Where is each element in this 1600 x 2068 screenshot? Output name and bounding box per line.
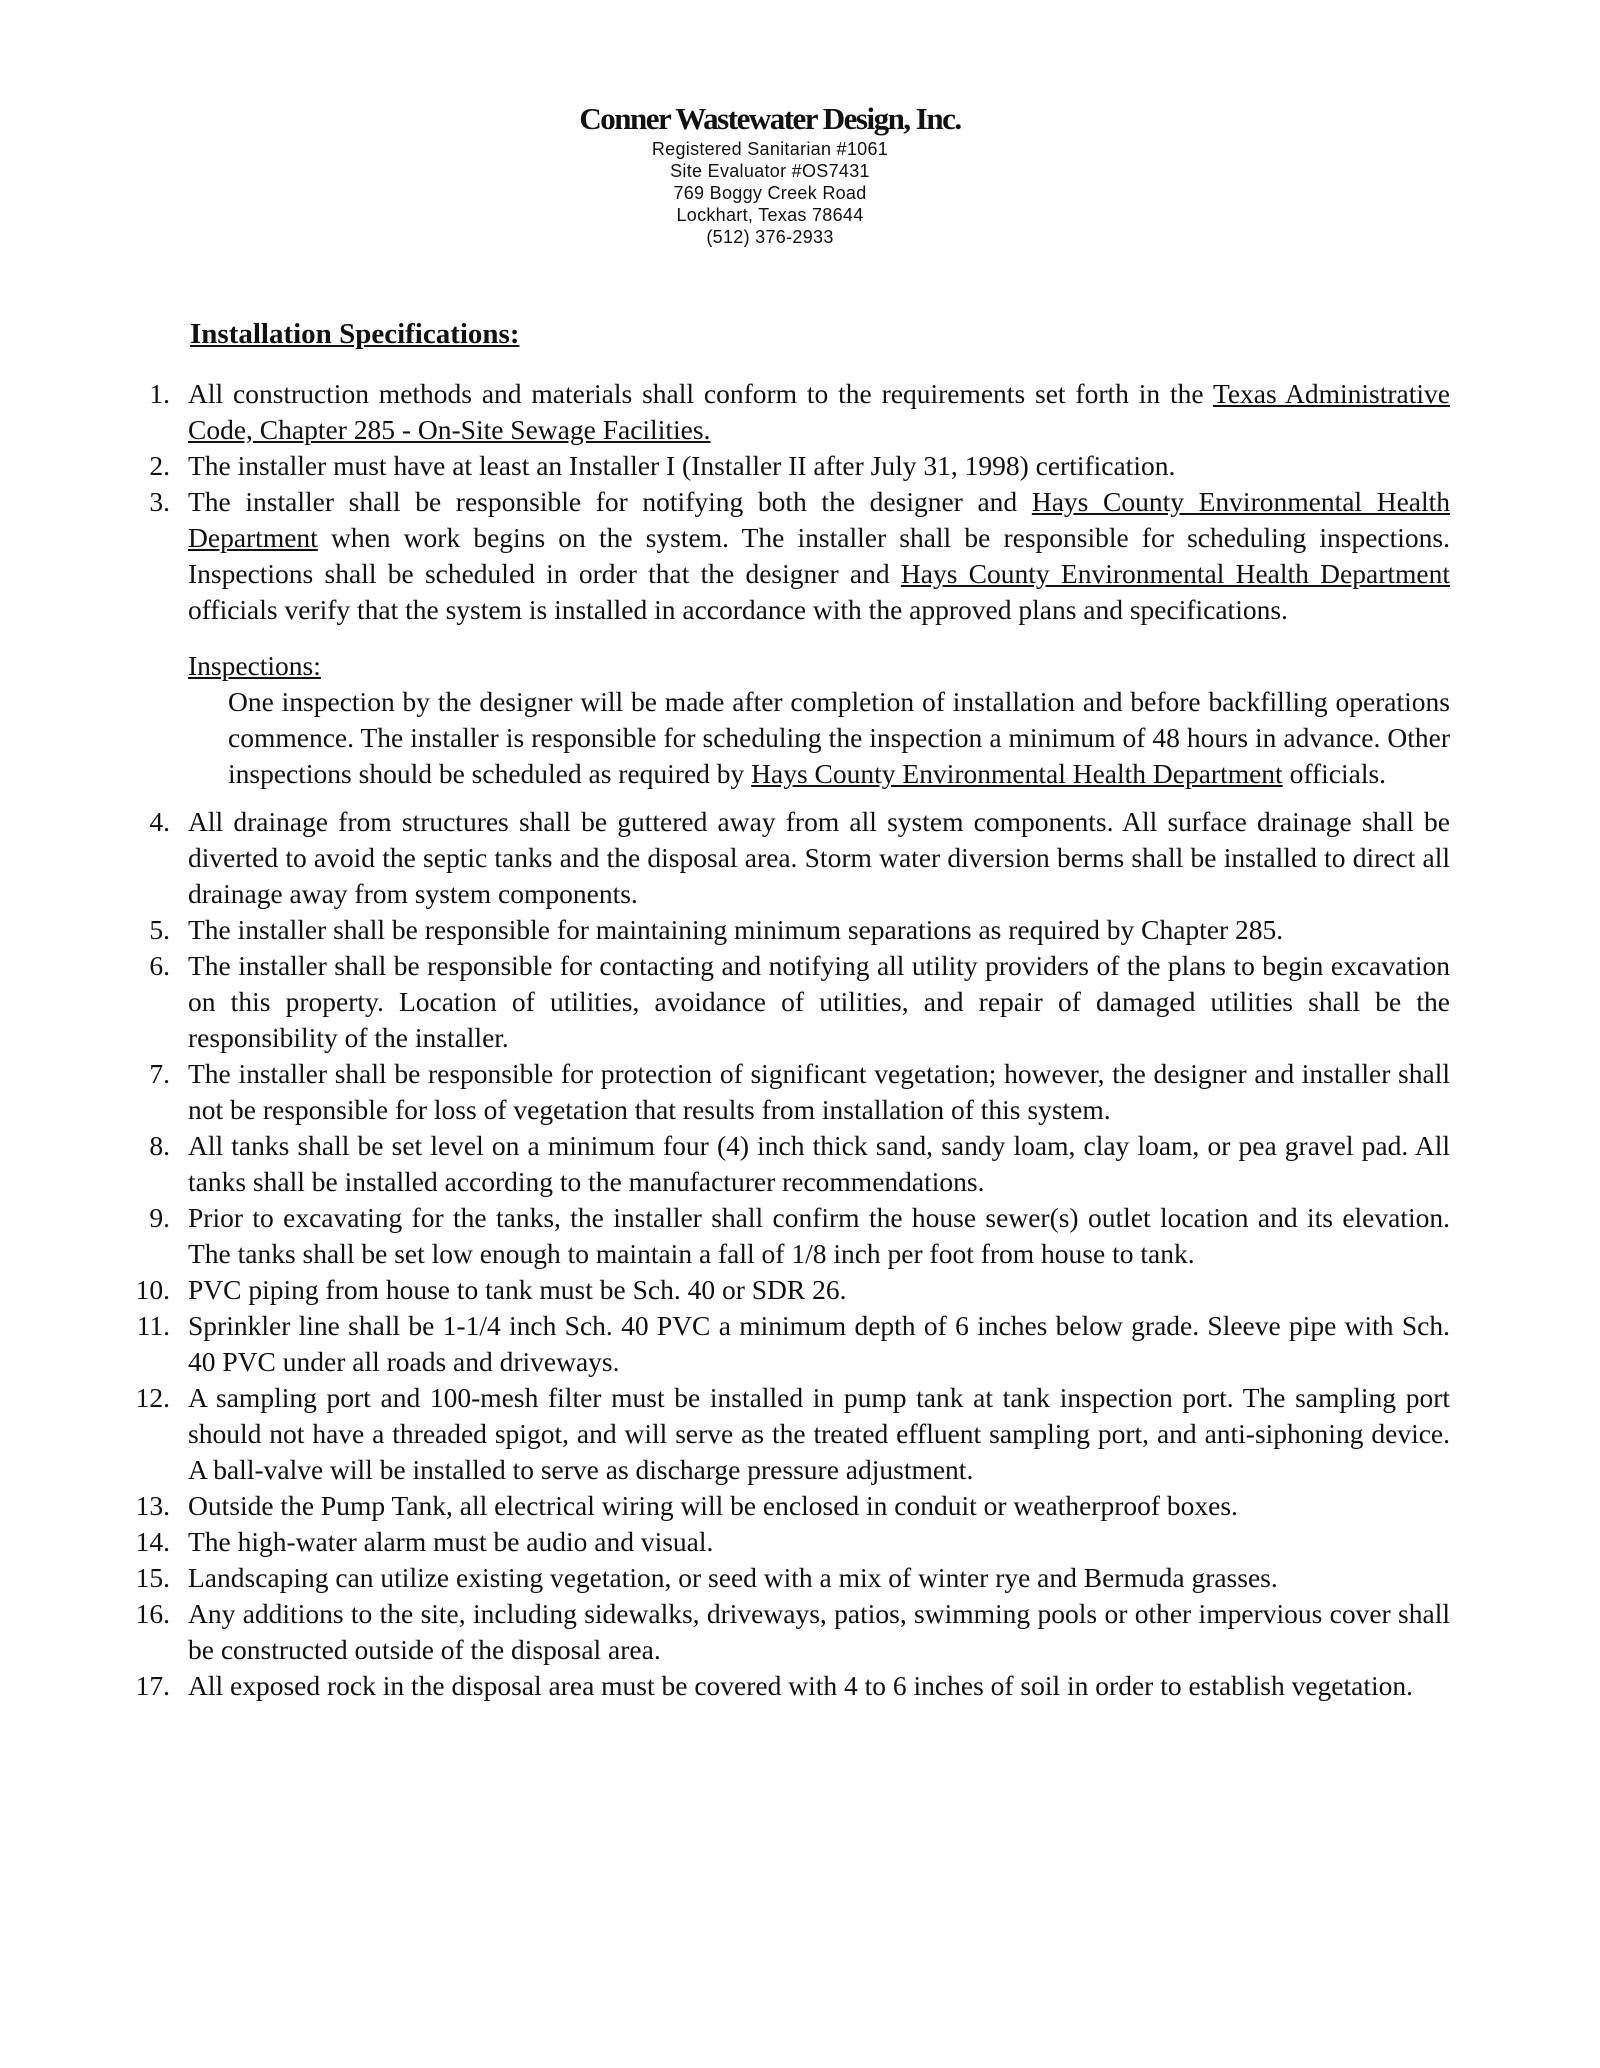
item-number: 12. (135, 1382, 170, 1413)
city-state-zip: Lockhart, Texas 78644 (676, 205, 864, 225)
item-text: All drainage from structures shall be guttered away from all system components. All surface drainage shall be diverted to avoid the septic tanks and the disposal area. Storm water diversion berms shall be installed to direct all drainage away from system components. (188, 806, 1450, 909)
hays-county-reference: Hays County Environmental Health Department (751, 758, 1283, 789)
item-number: 7. (149, 1058, 170, 1089)
list-item (130, 1668, 1450, 1704)
list-item (130, 376, 1450, 448)
item-text: The installer shall be responsible for notifying both the designer and (188, 486, 1032, 517)
inspections-text: One inspection by the designer will be made after completion of installation and before backfilling operations commence. The installer is responsible for scheduling the inspection a minimum of 48 hours in advance. Other inspections should be scheduled as required by (228, 686, 1450, 789)
item-number: 9. (149, 1202, 170, 1233)
specification-list (130, 376, 1450, 1704)
item-number: 17. (135, 1670, 170, 1701)
item-number: 4. (149, 806, 170, 837)
hays-county-reference: Hays County Environmental Health Department (188, 486, 1451, 553)
list-item (130, 912, 1450, 948)
section-title: Installation Specifications: (190, 318, 520, 350)
item-number: 15. (135, 1562, 170, 1593)
item-number: 6. (149, 950, 170, 981)
item-text: Landscaping can utilize existing vegetation, or seed with a mix of winter rye and Bermuda grasses. (188, 1562, 1278, 1593)
item-number: 10. (135, 1274, 170, 1305)
list-item (130, 1128, 1450, 1200)
street-address: 769 Boggy Creek Road (673, 183, 867, 203)
item-text: All exposed rock in the disposal area must be covered with 4 to 6 inches of soil in order to establish vegetation. (188, 1670, 1413, 1701)
list-item (130, 1200, 1450, 1272)
item-text: The installer shall be responsible for contacting and notifying all utility providers of the plans to begin excavation on this property. Location of utilities, avoidance of utilities, and repair of damaged utilities shall be the responsibility of the installer. (188, 950, 1450, 1053)
list-item (130, 804, 1450, 912)
list-item (130, 1380, 1450, 1488)
item-text: The high-water alarm must be audio and visual. (188, 1526, 714, 1557)
item-number: 2. (149, 450, 170, 481)
item-text: Outside the Pump Tank, all electrical wiring will be enclosed in conduit or weatherproof boxes. (188, 1490, 1238, 1521)
item-text: The installer shall be responsible for protection of significant vegetation; however, the designer and installer shall not be responsible for loss of vegetation that results from installation of this system. (188, 1058, 1450, 1125)
item-text: The installer must have at least an Installer I (Installer II after July 31, 1998) certification. (188, 450, 1176, 481)
item-number: 8. (149, 1130, 170, 1161)
item-number: 13. (135, 1490, 170, 1521)
item-text: Sprinkler line shall be 1-1/4 inch Sch. 40 PVC a minimum depth of 6 inches below grade. Sleeve pipe with Sch. 40 PVC under all roads and driveways. (188, 1310, 1450, 1377)
item-number: 3. (149, 486, 170, 517)
list-item (130, 1308, 1450, 1380)
list-item (130, 448, 1450, 484)
item-text: All tanks shall be set level on a minimum four (4) inch thick sand, sandy loam, clay loam, or pea gravel pad. All tanks shall be installed according to the manufacturer recommendations. (188, 1130, 1450, 1197)
list-item (130, 1488, 1450, 1524)
registered-sanitarian: Registered Sanitarian #1061 (651, 139, 889, 159)
item-text: All construction methods and materials shall conform to the requirements set forth in the (188, 378, 1213, 409)
list-item (130, 484, 1450, 628)
item-text: when work begins on the system. The installer shall be responsible for scheduling inspections. Inspections shall be scheduled in order that the designer and (188, 522, 1450, 589)
item-text: Any additions to the site, including sidewalks, driveways, patios, swimming pools or other impervious cover shall be constructed outside of the disposal area. (188, 1598, 1450, 1665)
inspections-paragraph (130, 684, 1450, 792)
item-number: 5. (149, 914, 170, 945)
item-number: 14. (135, 1526, 170, 1557)
list-item (130, 1596, 1450, 1668)
item-number: 16. (135, 1598, 170, 1629)
item-text: PVC piping from house to tank must be Sch. 40 or SDR 26. (188, 1274, 847, 1305)
list-item (130, 1056, 1450, 1128)
list-item (130, 1524, 1450, 1560)
item-number: 1. (149, 378, 170, 409)
site-evaluator: Site Evaluator #OS7431 (670, 161, 870, 181)
item-text: Prior to excavating for the tanks, the installer shall confirm the house sewer(s) outlet location and its elevation. The tanks shall be set low enough to maintain a fall of 1/8 inch per foot from house to tank. (188, 1202, 1450, 1269)
list-item (130, 1560, 1450, 1596)
company-name: Conner Wastewater Design, Inc. (579, 101, 961, 136)
item-number: 11. (136, 1310, 170, 1341)
inspections-heading: Inspections: (188, 650, 321, 681)
item-text: officials verify that the system is installed in accordance with the approved plans and specifications. (188, 594, 1288, 625)
list-item (130, 948, 1450, 1056)
phone-number: (512) 376-2933 (706, 227, 834, 247)
item-text: A sampling port and 100-mesh filter must be installed in pump tank at tank inspection port. The sampling port should not have a threaded spigot, and will serve as the treated effluent sampling port, and anti-siphoning device. A ball-valve will be installed to serve as discharge pressure adjustment. (188, 1382, 1450, 1485)
texas-admin-code-reference: Texas Administrative Code, Chapter 285 - On-Site Sewage Facilities. (188, 378, 1450, 445)
hays-county-reference: Hays County Environmental Health Department (900, 558, 1450, 589)
list-item (130, 1272, 1450, 1308)
inspections-text: officials. (1282, 758, 1387, 789)
item-text: The installer shall be responsible for maintaining minimum separations as required by Chapter 285. (188, 914, 1284, 945)
letterhead (500, 100, 1040, 248)
